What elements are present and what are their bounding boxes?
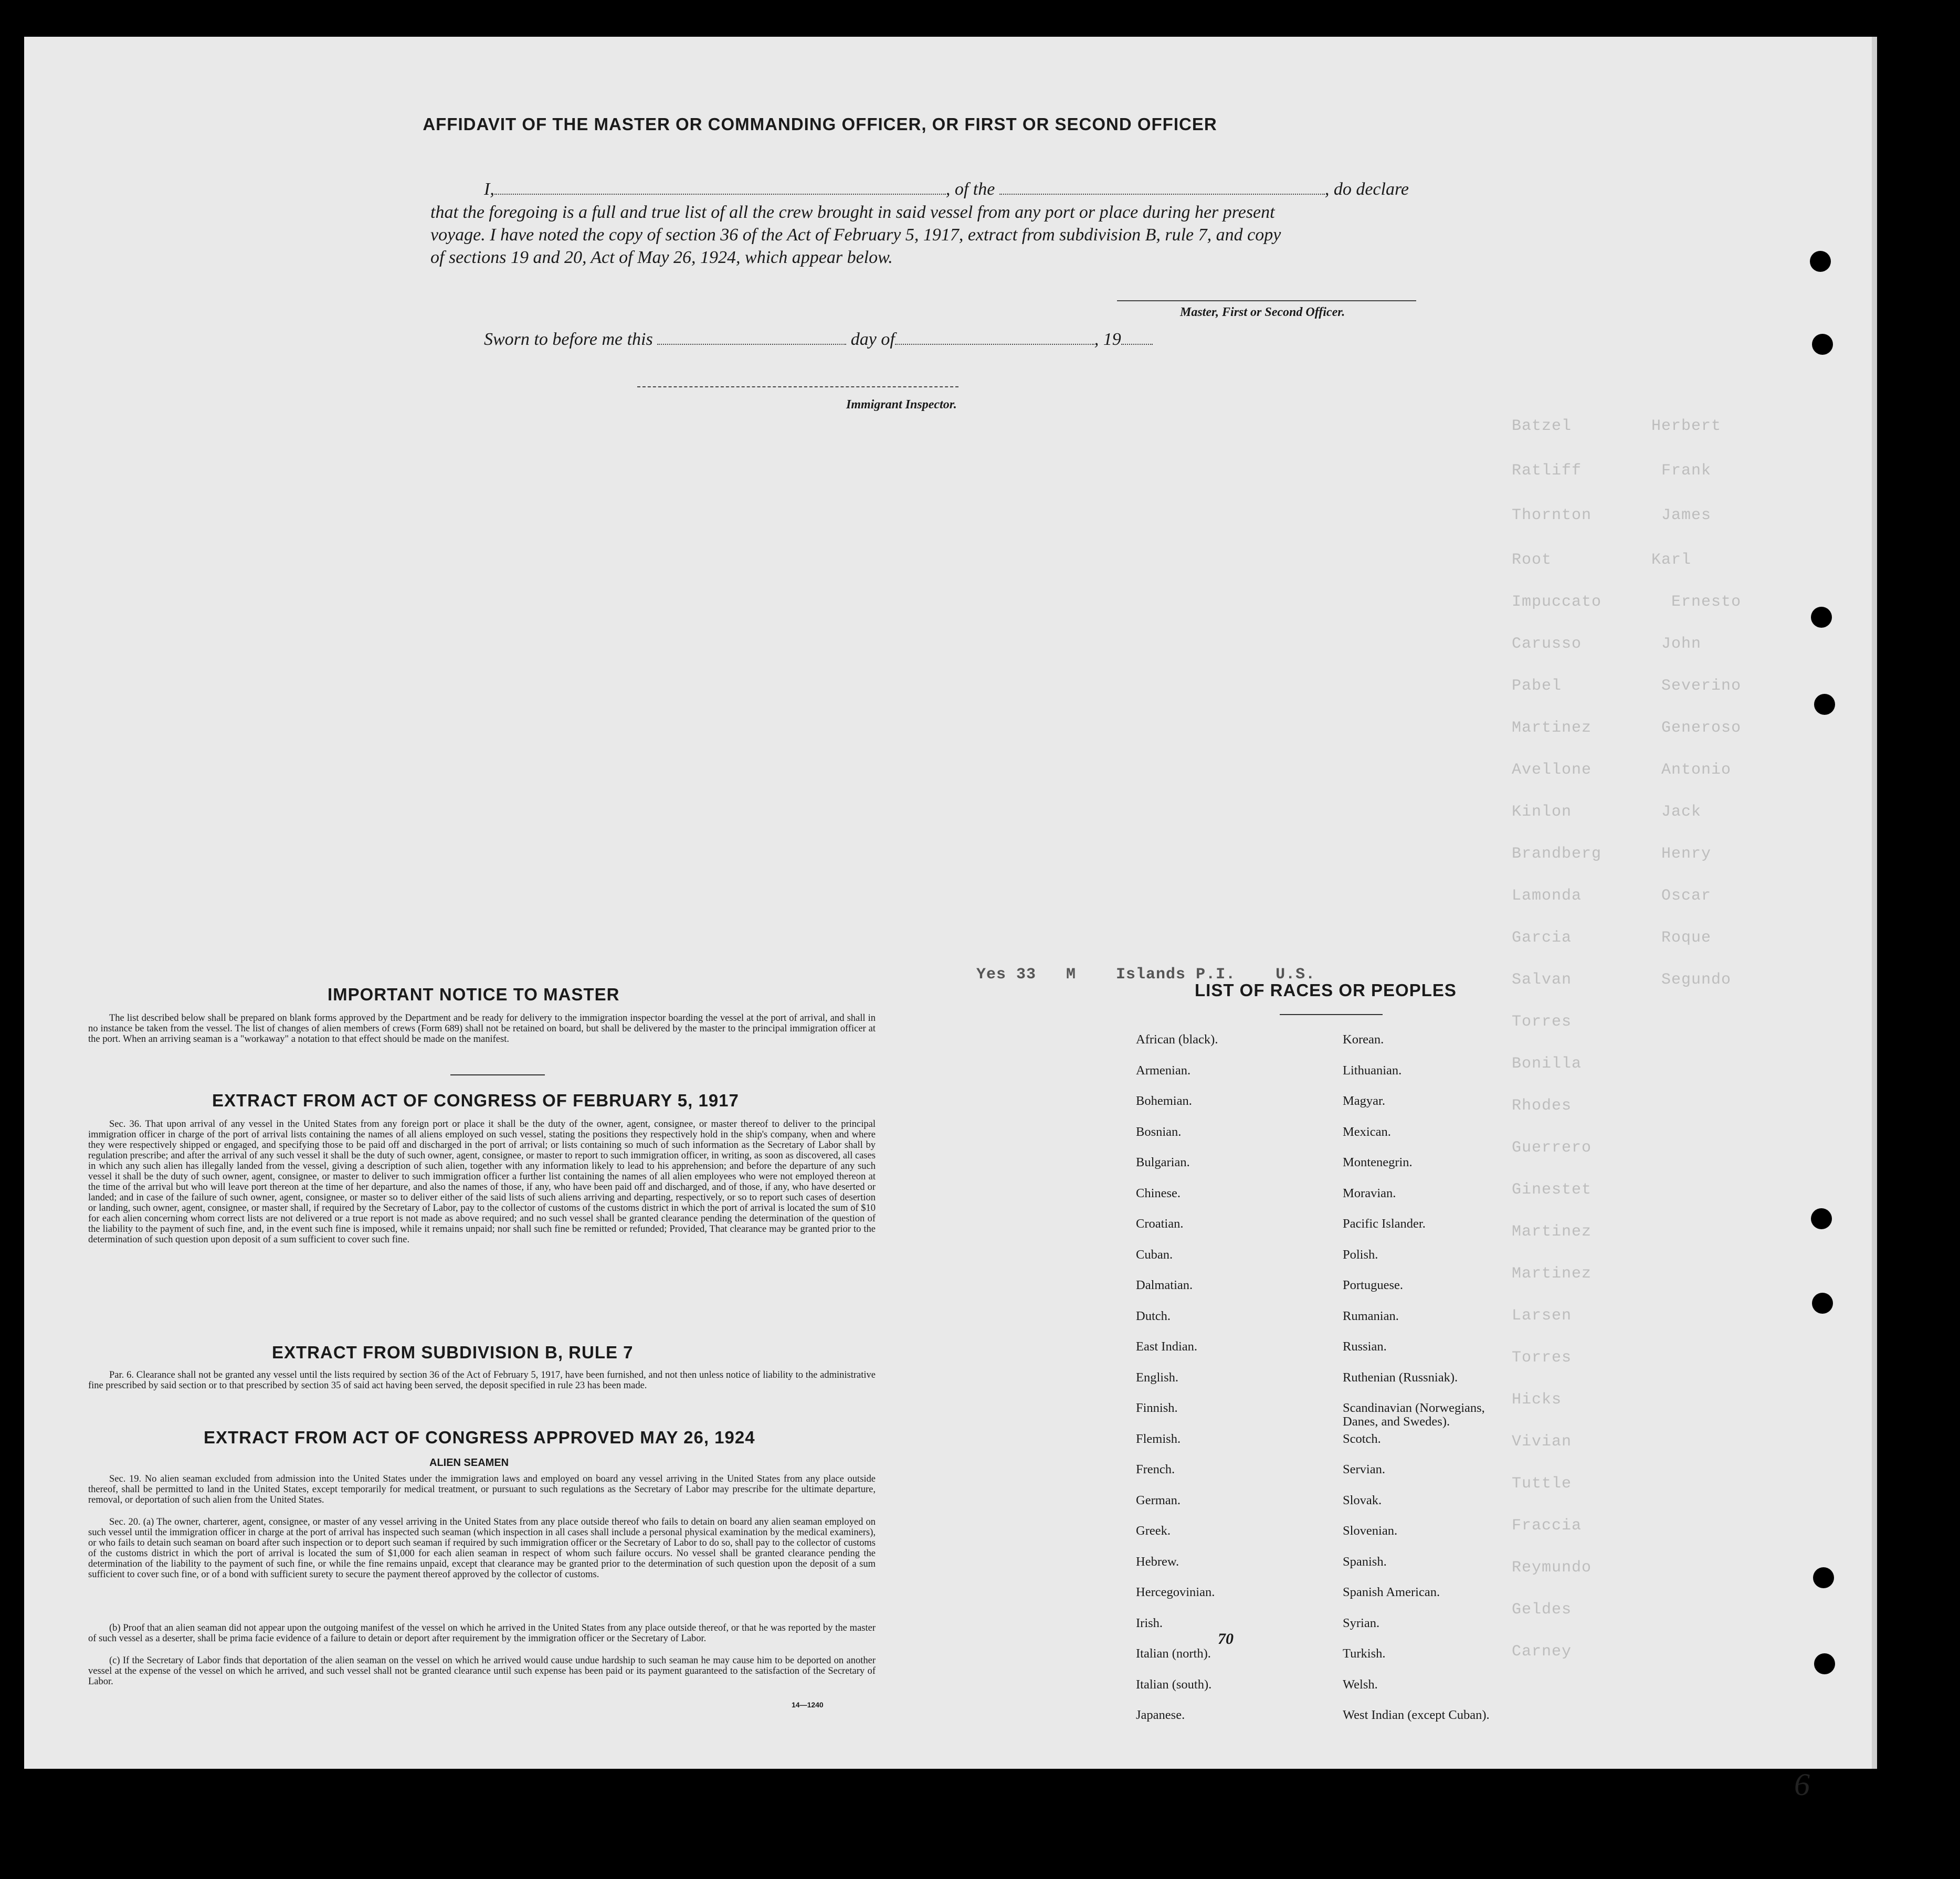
- race-item: Scandinavian (Norwegians, Danes, and Swedes).: [1343, 1401, 1485, 1429]
- race-item: Finnish.: [1136, 1401, 1178, 1415]
- race-item: Welsh.: [1343, 1677, 1378, 1692]
- divider: [450, 1074, 545, 1075]
- inspector-signature-line[interactable]: [637, 386, 958, 387]
- punch-hole: [1811, 607, 1832, 628]
- race-item: Bohemian.: [1136, 1094, 1192, 1108]
- race-item: Magyar.: [1343, 1094, 1385, 1108]
- race-item: Pacific Islander.: [1343, 1217, 1426, 1231]
- inspector-caption: Immigrant Inspector.: [846, 398, 957, 411]
- declaration-line-3: voyage. I have noted the copy of section 36 of the Act of February 5, 1917, extract from subdivision B, rule 7, and copy: [430, 225, 1281, 245]
- affidavit-title: AFFIDAVIT OF THE MASTER OR COMMANDING OFFICER, OR FIRST OR SECOND OFFICER: [423, 114, 1217, 134]
- race-item: Korean.: [1343, 1032, 1384, 1047]
- extract-1924-title: EXTRACT FROM ACT OF CONGRESS APPROVED MAY 26, 1924: [204, 1428, 755, 1447]
- race-item: Japanese.: [1136, 1708, 1185, 1722]
- sworn-month-blank[interactable]: [895, 330, 1094, 345]
- punch-hole: [1812, 334, 1833, 355]
- race-item: Spanish.: [1343, 1554, 1387, 1569]
- sworn-line: [484, 330, 1153, 350]
- race-item: Russian.: [1343, 1339, 1387, 1354]
- race-item: Polish.: [1343, 1247, 1378, 1262]
- race-item: Turkish.: [1343, 1646, 1386, 1661]
- master-caption: Master, First or Second Officer.: [1180, 305, 1345, 319]
- race-item: Ruthenian (Russniak).: [1343, 1370, 1458, 1385]
- race-item: African (black).: [1136, 1032, 1218, 1047]
- races-divider: [1280, 1014, 1383, 1015]
- race-item: West Indian (except Cuban).: [1343, 1708, 1490, 1722]
- declaration-line-1: [484, 180, 1409, 199]
- race-item: Scotch.: [1343, 1431, 1381, 1446]
- declaration-i: I,: [484, 180, 494, 199]
- races-title: LIST OF RACES OR PEOPLES: [1195, 980, 1457, 1000]
- sec20a-body: Sec. 20. (a) The owner, charterer, agent, consignee, or master of any vessel arriving in the United States from any place outside thereof who fails to detain on board any alien seaman employed on such vessel until the immigration officer in charge at the port of arrival has inspected such seaman (which inspection in all cases shall include a personal physical examination by the medical examiners), or who fails to detain such seaman on board after such inspection or to deport such seaman if required by such immigration officer or the Secretary of Labor to do so, shall pay to the collector of customs of the customs district in which the port of arrival is located the sum of $1,000 for each alien seaman in respect of whom such failure occurs. No vessel shall be granted clearance pending the determination of the liability to the payment of such fine, or while the fine remains unpaid, except that clearance may be granted prior to the determination of such question upon the deposit of a sum sufficient to cover such fine, or of a bond with sufficient surety to secure the payment thereof approved by the collector of customs.: [88, 1517, 876, 1580]
- extract-1917-title: EXTRACT FROM ACT OF CONGRESS OF FEBRUARY 5, 1917: [212, 1091, 739, 1110]
- race-item: Slovak.: [1343, 1493, 1382, 1507]
- sec19-body: Sec. 19. No alien seaman excluded from admission into the United States under the immigration laws and employed on board any vessel arriving in the United States from any place outside thereof, shall be permitted to land in the United States, except temporarily for medical treatment, or pursuant to such regulations as the Secretary of Labor may prescribe for the ultimate departure, removal, or deportation of such alien from the United States.: [88, 1474, 876, 1505]
- race-item: Hebrew.: [1136, 1554, 1179, 1569]
- race-item: Bulgarian.: [1136, 1155, 1190, 1169]
- sworn-year: , 19: [1094, 330, 1121, 349]
- race-item: Hercegovinian.: [1136, 1585, 1215, 1599]
- race-item: Spanish American.: [1343, 1585, 1440, 1599]
- form-number: 14—1240: [792, 1701, 824, 1709]
- declaration-of-the: , of the: [945, 180, 995, 199]
- punch-hole: [1811, 1208, 1832, 1229]
- race-item: Greek.: [1136, 1524, 1171, 1538]
- race-item: Portuguese.: [1343, 1278, 1403, 1292]
- vessel-blank[interactable]: [999, 180, 1325, 195]
- race-item: Syrian.: [1343, 1616, 1380, 1630]
- race-item: Lithuanian.: [1343, 1063, 1402, 1078]
- race-item: Montenegrin.: [1343, 1155, 1413, 1169]
- sworn-day-of: day of: [850, 330, 895, 349]
- race-item: Chinese.: [1136, 1186, 1181, 1200]
- extract-rule7-title: EXTRACT FROM SUBDIVISION B, RULE 7: [272, 1343, 634, 1362]
- race-item: Flemish.: [1136, 1431, 1181, 1446]
- handwritten-corner-mark: 6: [1794, 1767, 1810, 1802]
- race-item: Moravian.: [1343, 1186, 1396, 1200]
- declaration-line-2: that the foregoing is a full and true list of all the crew brought in said vessel from any port or place during her present: [430, 203, 1275, 222]
- name-blank[interactable]: [494, 180, 946, 195]
- extract-rule7-body: Par. 6. Clearance shall not be granted any vessel until the lists required by section 36 of the Act of February 5, 1917, have been furnished, and not then unless notice of liability to the administrative fine prescribed by said section or to that prescribed by section 35 of said act having been served, the deposit specified in rule 23 has been made.: [88, 1370, 876, 1391]
- handwritten-mark: 70: [1218, 1630, 1234, 1648]
- race-item: Bosnian.: [1136, 1124, 1182, 1139]
- sworn-prefix: Sworn to before me this: [484, 330, 653, 349]
- race-item: East Indian.: [1136, 1339, 1198, 1354]
- sec20b-body: (b) Proof that an alien seaman did not appear upon the outgoing manifest of the vessel on which he arrived in the United States from any place outside thereof, or that he was reported by the master of such vessel as a deserter, shall be prima facie evidence of a failure to detain or deport after requirement by the immigration officer or the Secretary of Labor.: [88, 1623, 876, 1644]
- race-item: German.: [1136, 1493, 1181, 1507]
- race-item: Croatian.: [1136, 1217, 1184, 1231]
- declaration-do-declare: , do declare: [1324, 180, 1409, 199]
- master-signature-line[interactable]: [1117, 300, 1416, 301]
- sworn-year-blank[interactable]: [1121, 330, 1153, 345]
- race-item: Italian (north).: [1136, 1646, 1211, 1661]
- punch-hole: [1814, 1653, 1835, 1674]
- extract-1917-body: Sec. 36. That upon arrival of any vessel in the United States from any foreign port or place it shall be the duty of the owner, agent, consignee, or master thereof to deliver to the principal immigration officer in charge of the port of arrival lists containing the names of all aliens employed on such vessel, stating the positions they respectively hold in the ship's company, when and where they were respectively shipped or engaged, and specifying those to be paid off and discharged in the port of arrival; or lists containing so much of such information as the Secretary of Labor shall by regulation prescribe; and after the arrival of any such vessel it shall be the duty of such owner, agent, consignee, or master to report to such immigration officer, in writing, as soon as discovered, all cases in which any such alien has illegally landed from the vessel, giving a description of such alien, together with any information likely to lead to his apprehension; and before the departure of any such vessel it shall be the duty of such owner, agent, consignee, or master to deliver to such immigration officer a further list containing the names of all alien employees who were not employed thereon at the time of the arrival but who will leave port thereon at the time of her departure, and also the names of those, if any, who have been paid off and discharged, and of those, if any, who have deserted or landed; and in case of the failure of such owner, agent, consignee, or master so to deliver either of the said lists of such aliens arriving and departing, respectively, or so to report such cases of desertion or landing, such owner, agent, consignee, or master shall, if required by the Secretary of Labor, pay to the collector of customs of the customs district in which the port of arrival is located the sum of $10 for each alien concerning whom correct lists are not delivered or a true report is not made as above required; and no such vessel shall be granted clearance pending the determination of the question of the liability to the payment of such fine, and, in the event such fine is imposed, while it remains unpaid; nor shall such fine be remitted or refunded; Provided, That clearance may be granted prior to the determination of such question upon deposit of a sum sufficient to cover such fine.: [88, 1119, 876, 1245]
- race-item: Mexican.: [1343, 1124, 1391, 1139]
- race-item: Rumanian.: [1343, 1308, 1399, 1323]
- race-item: Servian.: [1343, 1462, 1385, 1476]
- punch-hole: [1814, 694, 1835, 715]
- race-item: French.: [1136, 1462, 1175, 1476]
- race-item: Cuban.: [1136, 1247, 1173, 1262]
- race-item: Dutch.: [1136, 1308, 1171, 1323]
- race-item: Slovenian.: [1343, 1524, 1398, 1538]
- punch-hole: [1810, 251, 1831, 272]
- race-item: Irish.: [1136, 1616, 1163, 1630]
- declaration-line-4: of sections 19 and 20, Act of May 26, 1924, which appear below.: [430, 248, 893, 267]
- race-item: Armenian.: [1136, 1063, 1191, 1078]
- notice-title: IMPORTANT NOTICE TO MASTER: [328, 985, 620, 1004]
- alien-seamen-subtitle: ALIEN SEAMEN: [429, 1457, 509, 1469]
- punch-hole: [1812, 1293, 1833, 1314]
- race-item: Italian (south).: [1136, 1677, 1212, 1692]
- punch-hole: [1813, 1567, 1834, 1588]
- sworn-day-blank[interactable]: [657, 330, 846, 345]
- race-item: Dalmatian.: [1136, 1278, 1193, 1292]
- notice-body: The list described below shall be prepared on blank forms approved by the Department and be ready for delivery to the immigration inspector boarding the vessel at the port of arrival, and shall in no instance be taken from the vessel. The list of changes of alien members of crews (Form 689) shall not be retained on board, but shall be delivered by the master to the principal immigration officer at the port. When an arriving seaman is a "workaway" a notation to that effect should be made on the manifest.: [88, 1013, 876, 1044]
- sec20c-body: (c) If the Secretary of Labor finds that deportation of the alien seaman on the vessel on which he arrived would cause undue hardship to such seaman he may cause him to be deported on another vessel at the expense of the vessel on which he arrived, and such vessel shall not be granted clearance until such expense has been paid or its payment guaranteed to the satisfaction of the Secretary of Labor.: [88, 1655, 876, 1687]
- race-item: English.: [1136, 1370, 1178, 1385]
